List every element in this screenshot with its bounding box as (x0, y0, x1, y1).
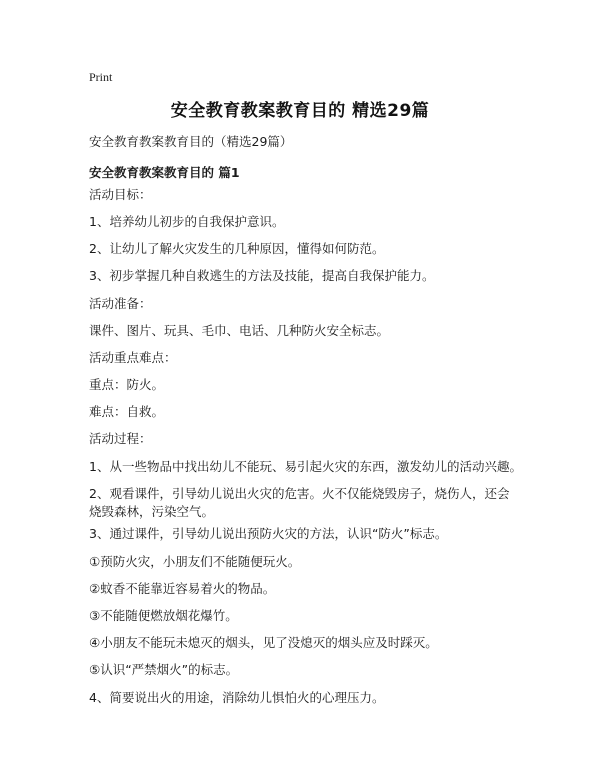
paragraph-line: 活动重点难点： (89, 350, 177, 365)
paragraph-line: 活动过程： (89, 431, 152, 446)
paragraph-line: ④小朋友不能玩未熄灭的烟头，见了没熄灭的烟头应及时踩灭。 (89, 635, 438, 650)
paragraph-line: 2、让幼儿了解火灾发生的几种原因，懂得如何防范。 (89, 241, 385, 256)
paragraph-line: ②蚊香不能靠近容易着火的物品。 (89, 581, 276, 596)
print-link[interactable]: Print (89, 70, 113, 84)
document-subtitle: 安全教育教案教育目的（精选29篇） (89, 134, 293, 149)
paragraph-line: 活动准备： (89, 296, 152, 311)
paragraph-line: 1、培养幼儿初步的自我保护意识。 (89, 214, 285, 229)
paragraph-line: ①预防火灾，小朋友们不能随便玩火。 (89, 554, 301, 569)
document-title: 安全教育教案教育目的 精选29篇 (170, 101, 430, 121)
section-heading: 安全教育教案教育目的 篇1 (89, 165, 240, 180)
paragraph-line: ③不能随便燃放烟花爆竹。 (89, 608, 238, 623)
paragraph-line: 课件、图片、玩具、毛巾、电话、几种防火安全标志。 (89, 323, 390, 338)
paragraph-line: 难点：自救。 (89, 404, 165, 419)
paragraph-line: 2、观看课件，引导幼儿说出火灾的危害。火不仅能烧毁房子，烧伤人，还会烧毁森林，污染空气。 (89, 486, 510, 519)
paragraph-line: 4、简要说出火的用途，消除幼儿惧怕火的心理压力。 (89, 690, 385, 705)
paragraph-line: ⑤认识“严禁烟火”的标志。 (89, 662, 239, 677)
paragraph-line: 3、初步掌握几种自救逃生的方法及技能，提高自我保护能力。 (89, 268, 435, 283)
paragraph-line: 1、从一些物品中找出幼儿不能玩、易引起火灾的东西，激发幼儿的活动兴趣。 (89, 459, 522, 474)
paragraph-line: 重点：防火。 (89, 377, 165, 392)
paragraph-line: 3、通过课件，引导幼儿说出预防火灾的方法，认识“防火”标志。 (89, 526, 448, 541)
paragraph-line: 活动目标： (89, 187, 152, 202)
